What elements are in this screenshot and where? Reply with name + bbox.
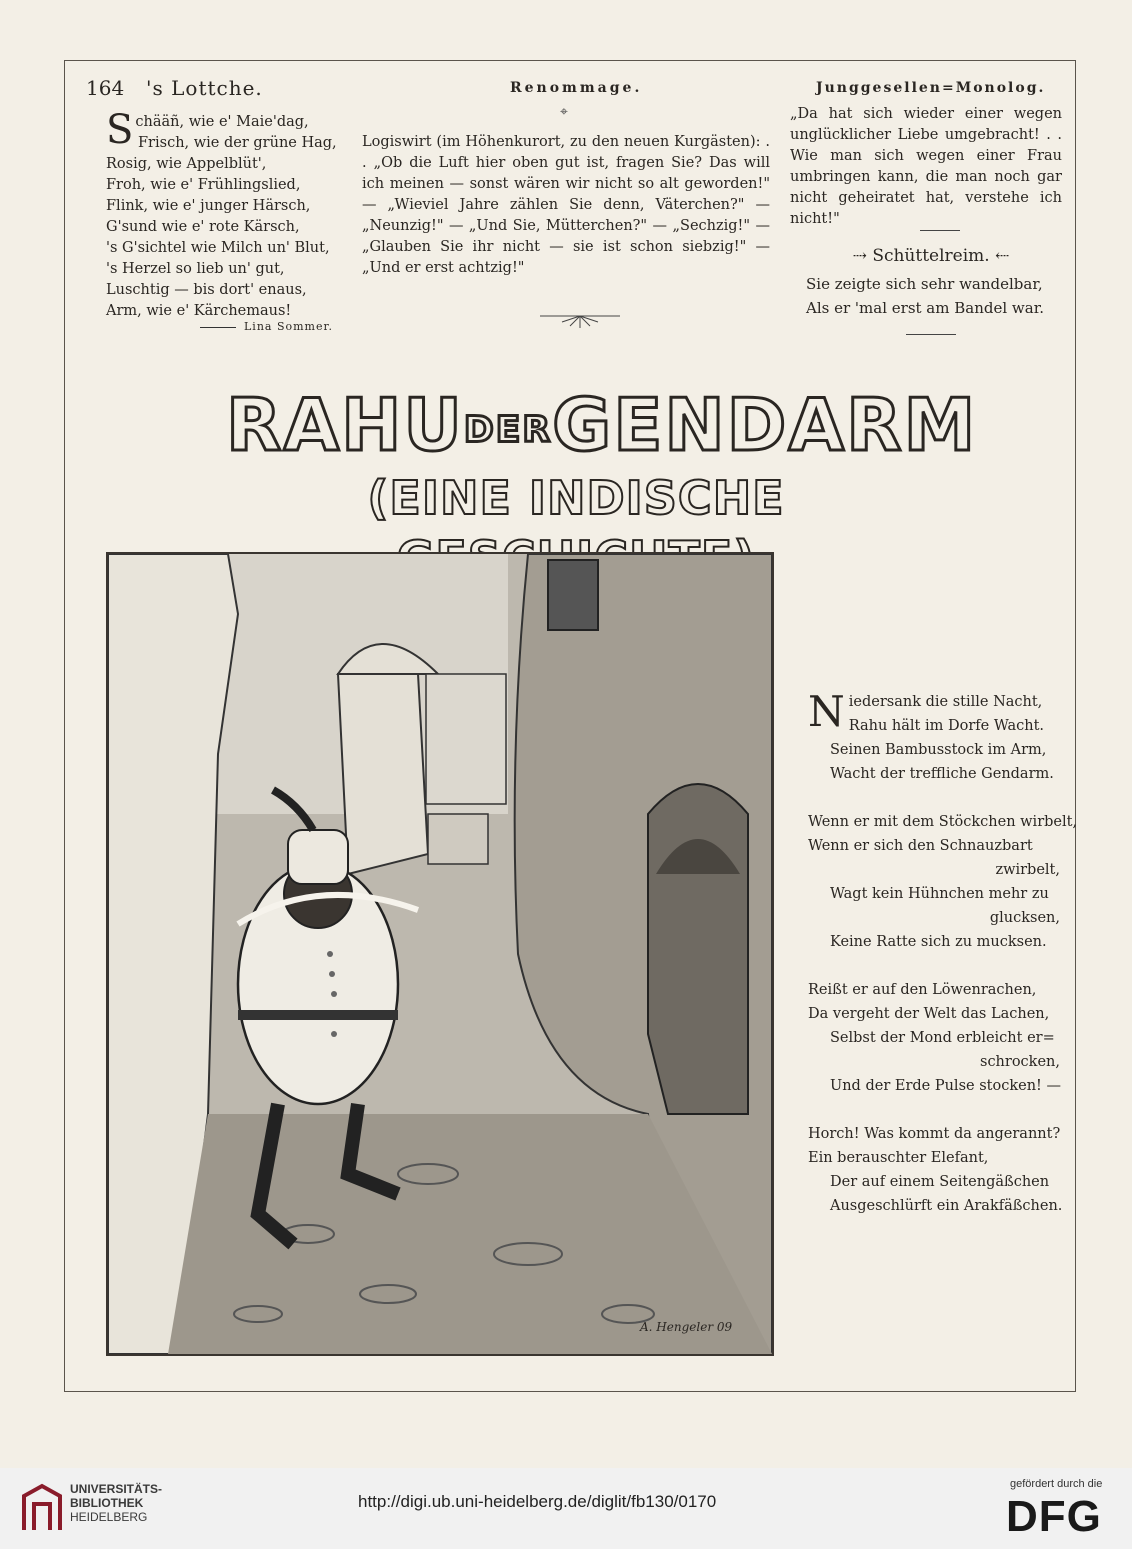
poem-line: 's Herzel so lieb un' gut, xyxy=(106,261,285,277)
poem-line: Wenn er mit dem Stöckchen wirbelt, xyxy=(808,814,1078,830)
schuettelreim-title xyxy=(800,246,1062,266)
poem-line: Ein berauschter Elefant, xyxy=(808,1150,989,1166)
poem-line: Luschtig — bis dort' enaus, xyxy=(106,282,307,298)
column-title-lottche: 's Lottche. xyxy=(146,76,263,100)
running-header xyxy=(64,74,1074,104)
gendarm-illustration-icon xyxy=(108,554,772,1354)
arrow-left-icon: ⇠ xyxy=(989,246,1010,266)
poem-initial: S xyxy=(106,107,134,153)
column-title-monolog: Junggesellen=Monolog. xyxy=(816,80,1046,96)
poem-lottche xyxy=(106,107,346,322)
title-gendarm: GENDARM xyxy=(552,383,978,467)
poem-line: Rosig, wie Appelblüt', xyxy=(106,156,267,172)
poem-line: Arm, wie e' Kärchemaus! xyxy=(106,303,292,319)
poem-initial: N xyxy=(808,687,845,736)
funding-label: gefördert durch die xyxy=(1010,1478,1103,1490)
stanza xyxy=(808,978,1060,1098)
monolog-text: „Da hat sich wieder einer wegen unglücklicher Liebe umgebracht! . . Wie man sich wegen einer Frau umbringen kann, die man noch gar nicht geheiratet hat, verstehe ich nicht!" xyxy=(790,106,1062,227)
poem-line: Froh, wie e' Frühlingslied, xyxy=(106,177,301,193)
ornament-icon: ⌖ xyxy=(560,104,568,120)
poem-line: G'sund wie e' rote Kärsch, xyxy=(106,219,300,235)
rhyme-line: Als er 'mal erst am Bandel war. xyxy=(806,299,1044,317)
divider xyxy=(906,334,956,335)
poem-line: Seinen Bambusstock im Arm, xyxy=(830,742,1047,758)
sunburst-ornament-icon xyxy=(540,308,620,330)
poem-line: schrocken, xyxy=(980,1054,1060,1070)
divider xyxy=(920,230,960,231)
poem-line: Wagt kein Hühnchen mehr zu xyxy=(830,886,1049,902)
column-title-renommage: Renommage. xyxy=(510,80,643,96)
library-name-line: BIBLIOTHEK xyxy=(70,1496,144,1510)
poem-line: Flink, wie e' junger Härsch, xyxy=(106,198,311,214)
permalink-url[interactable]: http://digi.ub.uni-heidelberg.de/diglit/fb130/0170 xyxy=(358,1492,717,1511)
poem-line: chääñ, wie e' Maie'dag, xyxy=(135,114,309,130)
poem-line: Frisch, wie der grüne Hag, xyxy=(138,135,337,151)
poem-line: Ausgeschlürft ein Arakfäßchen. xyxy=(830,1198,1063,1214)
stanza xyxy=(808,810,1078,954)
poem-line: Selbst der Mond erbleicht er= xyxy=(830,1030,1055,1046)
rhyme-line: Sie zeigte sich sehr wandelbar, xyxy=(806,275,1043,293)
library-logo-icon xyxy=(20,1482,64,1534)
poem-line: Der auf einem Seitengäßchen xyxy=(830,1174,1050,1190)
schuettelreim-label: Schüttelreim. xyxy=(872,246,990,266)
poem-line: Da vergeht der Welt das Lachen, xyxy=(808,1006,1050,1022)
page-number: 164 xyxy=(86,76,125,100)
poem-line: Reißt er auf den Löwenrachen, xyxy=(808,982,1037,998)
title-der: DER xyxy=(463,409,553,451)
article-subtitle: (EINE INDISCHE xyxy=(367,471,785,525)
renommage-text: Logiswirt (im Höhenkurort, zu den neuen Kurgästen): . . „Ob die Luft hier oben gut ist, fragen Sie? Das will ich meinen — sonst wären wir nicht so alt geworden!" — „Wieviel Jahre zählen Sie denn, Väterchen?" — „Neunzig!" — „Und Sie, Mütterchen?" — „Sechzig!" — „Glauben Sie ihr nicht — sie ist schon siebzig!" — „Und er erst achtzig!" xyxy=(362,134,770,276)
poem-line: Und der Erde Pulse stocken! — xyxy=(830,1078,1061,1094)
poem-rahu xyxy=(808,687,1078,1242)
library-name xyxy=(70,1482,162,1524)
poem-line: Wenn er sich den Schnauzbart xyxy=(808,838,1033,854)
footer-bar xyxy=(0,1468,1132,1549)
illustration-gendarm xyxy=(106,552,774,1356)
poem-line: glucksen, xyxy=(989,910,1060,926)
schuettelreim-lines xyxy=(806,272,1062,320)
title-rahu: RAHU xyxy=(226,383,464,467)
poem-line: Keine Ratte sich zu mucksen. xyxy=(830,934,1047,950)
poem-author: Lina Sommer. xyxy=(200,320,333,333)
dfg-logo: DFG xyxy=(1006,1492,1102,1541)
stanza xyxy=(808,687,1060,786)
arrow-right-icon: ⇢ xyxy=(852,246,873,266)
library-name-line: HEIDELBERG xyxy=(70,1510,148,1524)
poem-line: Wacht der treffliche Gendarm. xyxy=(830,766,1054,782)
poem-line: Horch! Was kommt da angerannt? xyxy=(808,1126,1061,1142)
poem-line: 's G'sichtel wie Milch un' Blut, xyxy=(106,240,330,256)
poem-line: Rahu hält im Dorfe Wacht. xyxy=(848,718,1045,734)
stanza xyxy=(808,1122,1063,1218)
poem-line: zwirbelt, xyxy=(995,862,1060,878)
library-name-line: UNIVERSITÄTS- xyxy=(70,1482,163,1496)
poem-line: iedersank die stille Nacht, xyxy=(848,694,1043,710)
artist-signature: A. Hengeler 09 xyxy=(640,1320,733,1334)
article-title xyxy=(226,380,978,475)
